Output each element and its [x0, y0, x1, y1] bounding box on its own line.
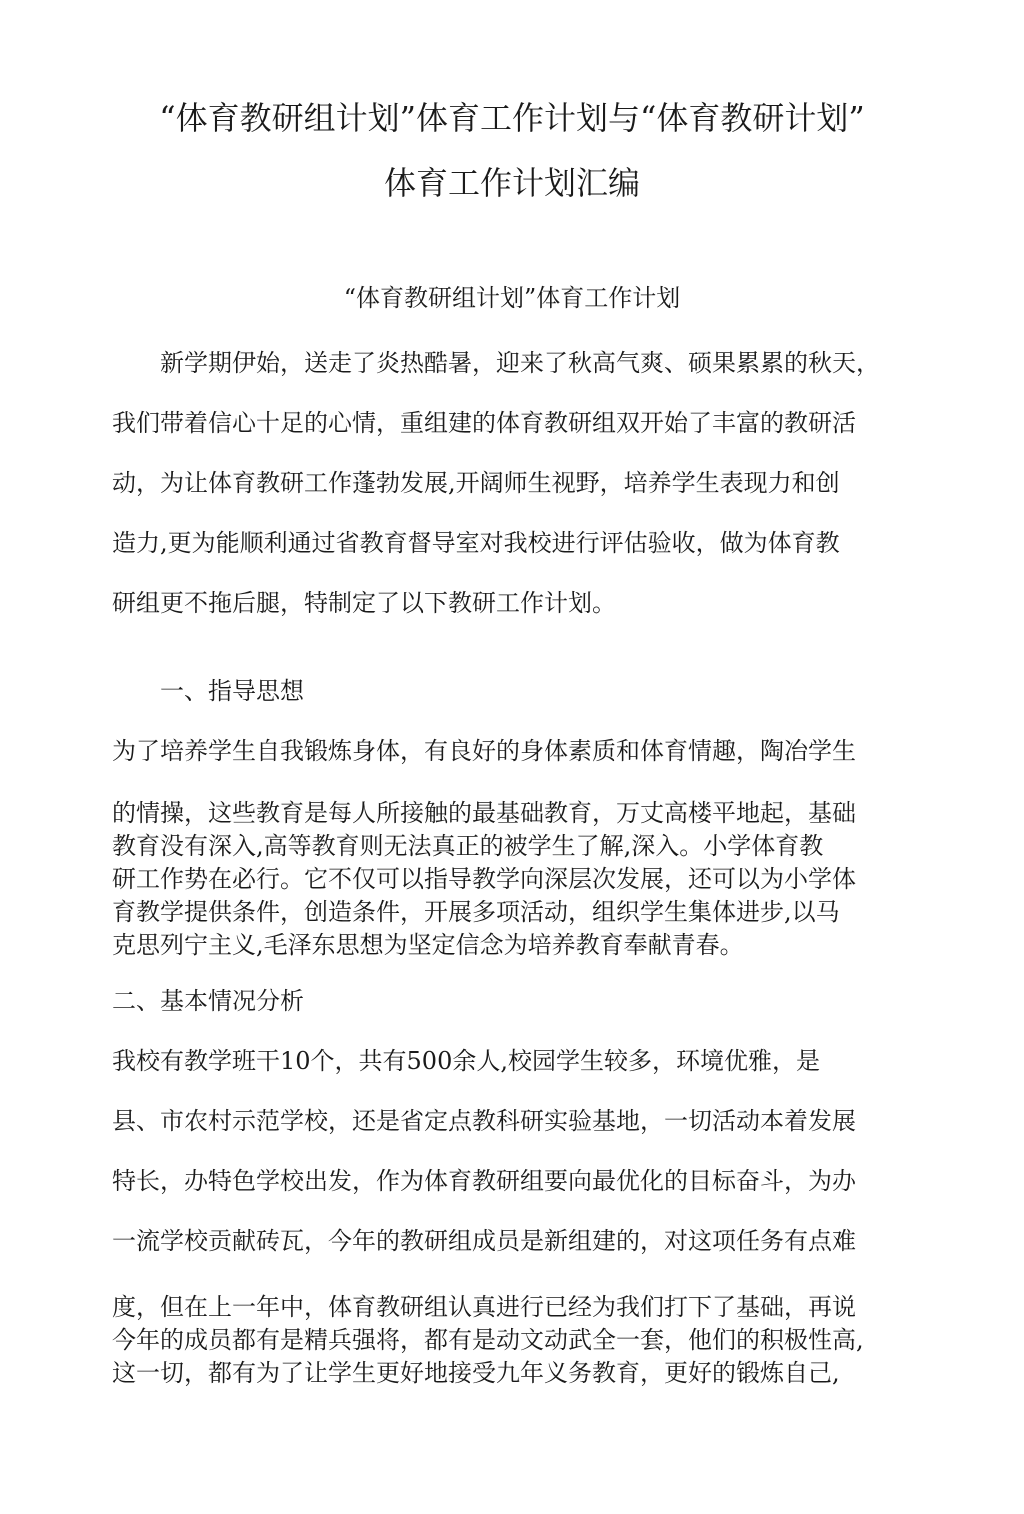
- section-2-line-6: 今年的成员都有是精兵强将，都有是动文动武全一套，他们的积极性高,: [112, 1326, 864, 1354]
- document-title-line-2: 体育工作计划汇编: [383, 164, 640, 202]
- section-1-line-4: 研工作势在必行。它不仅可以指导教学向深层次发展，还可以为小学体: [112, 865, 856, 893]
- section-2-line-2: 县、市农村示范学校，还是省定点教科研实验基地，一切活动本着发展: [112, 1107, 856, 1135]
- intro-line-1: 新学期伊始，送走了炎热酷暑，迎来了秋高气爽、硕果累累的秋天，: [160, 349, 880, 377]
- section-1-line-6: 克思列宁主义,毛泽东思想为坚定信念为培养教育奉献青春。: [112, 931, 744, 959]
- intro-line-2: 我们带着信心十足的心情，重组建的体育教研组双开始了丰富的教研活: [112, 409, 856, 437]
- intro-line-5: 研组更不拖后腿，特制定了以下教研工作计划。: [112, 589, 616, 617]
- section-2-line-5: 度，但在上一年中，体育教研组认真进行已经为我们打下了基础，再说: [112, 1293, 856, 1321]
- document-subtitle: “体育教研组计划”体育工作计划: [343, 284, 681, 312]
- document-title-line-1: “体育教研组计划”体育工作计划与“体育教研计划”: [159, 99, 865, 137]
- section-2-heading: 二、基本情况分析: [112, 987, 304, 1015]
- intro-line-4: 造力,更为能顺利通过省教育督导室对我校进行评估验收，做为体育教: [112, 529, 840, 557]
- section-1-line-2: 的情操，这些教育是每人所接触的最基础教育，万丈高楼平地起，基础: [112, 799, 856, 827]
- section-1-line-5: 育教学提供条件，创造条件，开展多项活动，组织学生集体进步,以马: [112, 898, 840, 926]
- section-2-line-1: 我校有教学班干10个，共有500余人,校园学生较多，环境优雅，是: [112, 1047, 820, 1075]
- section-1-line-1: 为了培养学生自我锻炼身体，有良好的身体素质和体育情趣，陶冶学生: [112, 737, 856, 765]
- section-2-line-3: 特长，办特色学校出发，作为体育教研组要向最优化的目标奋斗，为办: [112, 1167, 856, 1195]
- section-2-line-7: 这一切，都有为了让学生更好地接受九年义务教育，更好的锻炼自己,: [112, 1359, 840, 1387]
- section-1-heading: 一、指导思想: [160, 677, 304, 705]
- section-1-line-3: 教育没有深入,高等教育则无法真正的被学生了解,深入。小学体育教: [112, 832, 824, 860]
- section-2-line-4: 一流学校贡献砖瓦，今年的教研组成员是新组建的，对这项任务有点难: [112, 1227, 856, 1255]
- intro-line-3: 动，为让体育教研工作蓬勃发展,开阔师生视野，培养学生表现力和创: [112, 469, 840, 497]
